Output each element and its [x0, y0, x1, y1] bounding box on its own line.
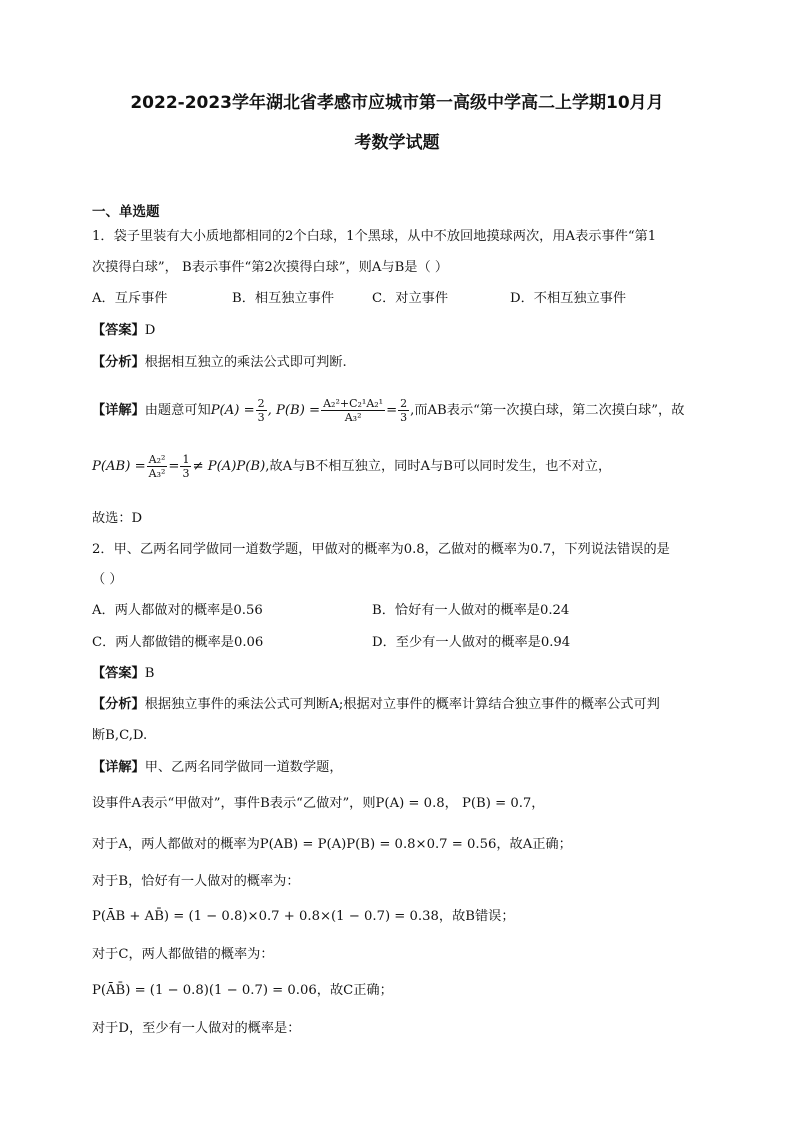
- detail-tag: 【详解】: [92, 403, 145, 418]
- fraction-numerator: A₂²: [148, 453, 166, 466]
- q1-answer: [92, 322, 712, 340]
- formula-pa: P(A) =: [210, 403, 255, 418]
- q2-detail-line7: P(ĀB̄) = (1 − 0.8)(1 − 0.7) = 0.06，故C正确；: [92, 983, 393, 998]
- fraction-denominator: 3: [182, 467, 190, 480]
- q1-option-b: B．相互独立事件: [232, 291, 335, 306]
- fraction: [147, 453, 168, 480]
- fraction: [398, 397, 409, 424]
- q2-analysis-line2: 断B,C,D.: [92, 728, 148, 743]
- fraction-numerator: 1: [182, 453, 190, 466]
- fraction-denominator: A₃²: [148, 467, 166, 480]
- answer-tag: 【答案】: [92, 666, 145, 681]
- answer-value: D: [144, 323, 156, 338]
- fraction-numerator: 2: [400, 397, 408, 410]
- q2-answer: [92, 665, 712, 683]
- answer-tag: 【答案】: [92, 323, 145, 338]
- answer-value: B: [144, 666, 155, 681]
- q2-stem-line2: （ ）: [92, 572, 123, 587]
- q2-detail-line6: 对于C，两人都做错的概率为：: [92, 947, 274, 962]
- q2-detail-line5: P(ĀB + AB̄) = (1 − 0.8)×0.7 + 0.8×(1 − 0.7) = 0.38，故B错误；: [92, 909, 515, 924]
- detail-text: ,故A与B不相互独立，同时A与B可以同时发生，也不对立，: [265, 459, 612, 474]
- q1-option-a: A．互斥事件: [92, 291, 168, 306]
- analysis-tag: 【分析】: [92, 697, 145, 712]
- fraction-numerator: A₂²+C₂¹A₂¹: [323, 397, 384, 410]
- analysis-text: 根据独立事件的乘法公式可判断A;根据对立事件的概率计算结合独立事件的概率公式可判: [144, 697, 660, 712]
- document-title-line2: 考数学试题: [354, 133, 440, 153]
- equals-sign: =: [386, 403, 398, 418]
- q1-analysis: [92, 354, 712, 372]
- q1-option-c: C．对立事件: [372, 291, 449, 306]
- q2-analysis-line1: [92, 696, 712, 714]
- q1-detail-line2: [92, 452, 712, 482]
- formula-pb: , P(B) =: [267, 403, 321, 418]
- q2-stem-line1: 2．甲、乙两名同学做同一道数学题，甲做对的概率为0.8，乙做对的概率为0.7，下列说法错误的是: [92, 542, 670, 557]
- fraction: [256, 397, 267, 424]
- fraction-denominator: 3: [257, 411, 265, 424]
- equals-sign: =: [168, 459, 180, 474]
- fraction: [321, 397, 385, 424]
- detail-tag: 【详解】: [92, 760, 145, 775]
- q1-option-d: D．不相互独立事件: [510, 291, 627, 306]
- detail-text: 甲、乙两名同学做同一道数学题，: [144, 760, 343, 775]
- q2-option-c: C．两人都做错的概率是0.06: [92, 635, 264, 650]
- q2-option-d: D．至少有一人做对的概率是0.94: [372, 635, 571, 650]
- q2-option-b: B．恰好有一人做对的概率是0.24: [372, 603, 570, 618]
- q2-detail-line8: 对于D，至少有一人做对的概率是：: [92, 1021, 301, 1036]
- q1-conclusion: 故选：D: [92, 511, 143, 526]
- fraction-denominator: A₃²: [344, 411, 362, 424]
- detail-text: 由题意可知: [144, 403, 211, 418]
- q2-detail-line3: 对于A，两人都做对的概率为P(AB) = P(A)P(B) = 0.8×0.7 = 0.56，故A正确；: [92, 837, 572, 852]
- formula-pab: P(AB) =: [92, 459, 146, 474]
- analysis-text: 根据相互独立的乘法公式即可判断.: [144, 355, 347, 370]
- q2-detail-line4: 对于B，恰好有一人做对的概率为：: [92, 874, 300, 889]
- document-title-line1: 2022-2023学年湖北省孝感市应城市第一高级中学高二上学期10月月: [130, 93, 664, 113]
- fraction-denominator: 3: [400, 411, 408, 424]
- q1-detail-line1: [92, 396, 712, 426]
- fraction-numerator: 2: [257, 397, 265, 410]
- q2-detail-line1: [92, 759, 712, 777]
- q2-option-a: A．两人都做对的概率是0.56: [92, 603, 263, 618]
- detail-text: ,而AB表示“第一次摸白球，第二次摸白球”，故: [410, 403, 685, 418]
- fraction: [180, 453, 191, 480]
- analysis-tag: 【分析】: [92, 355, 145, 370]
- section-heading: 一、单选题: [92, 204, 160, 220]
- q1-stem-line2: 次摸得白球”， B表示事件“第2次摸得白球”，则A与B是（ ）: [92, 260, 449, 275]
- q2-detail-line2: 设事件A表示“甲做对”，事件B表示“乙做对”，则P(A) = 0.8， P(B) = 0.7，: [92, 796, 545, 811]
- formula-inequality: ≠ P(A)P(B): [192, 459, 266, 474]
- q1-stem-line1: 1．袋子里装有大小质地都相同的2个白球，1个黑球，从中不放回地摸球两次，用A表示事件“第1: [92, 229, 657, 244]
